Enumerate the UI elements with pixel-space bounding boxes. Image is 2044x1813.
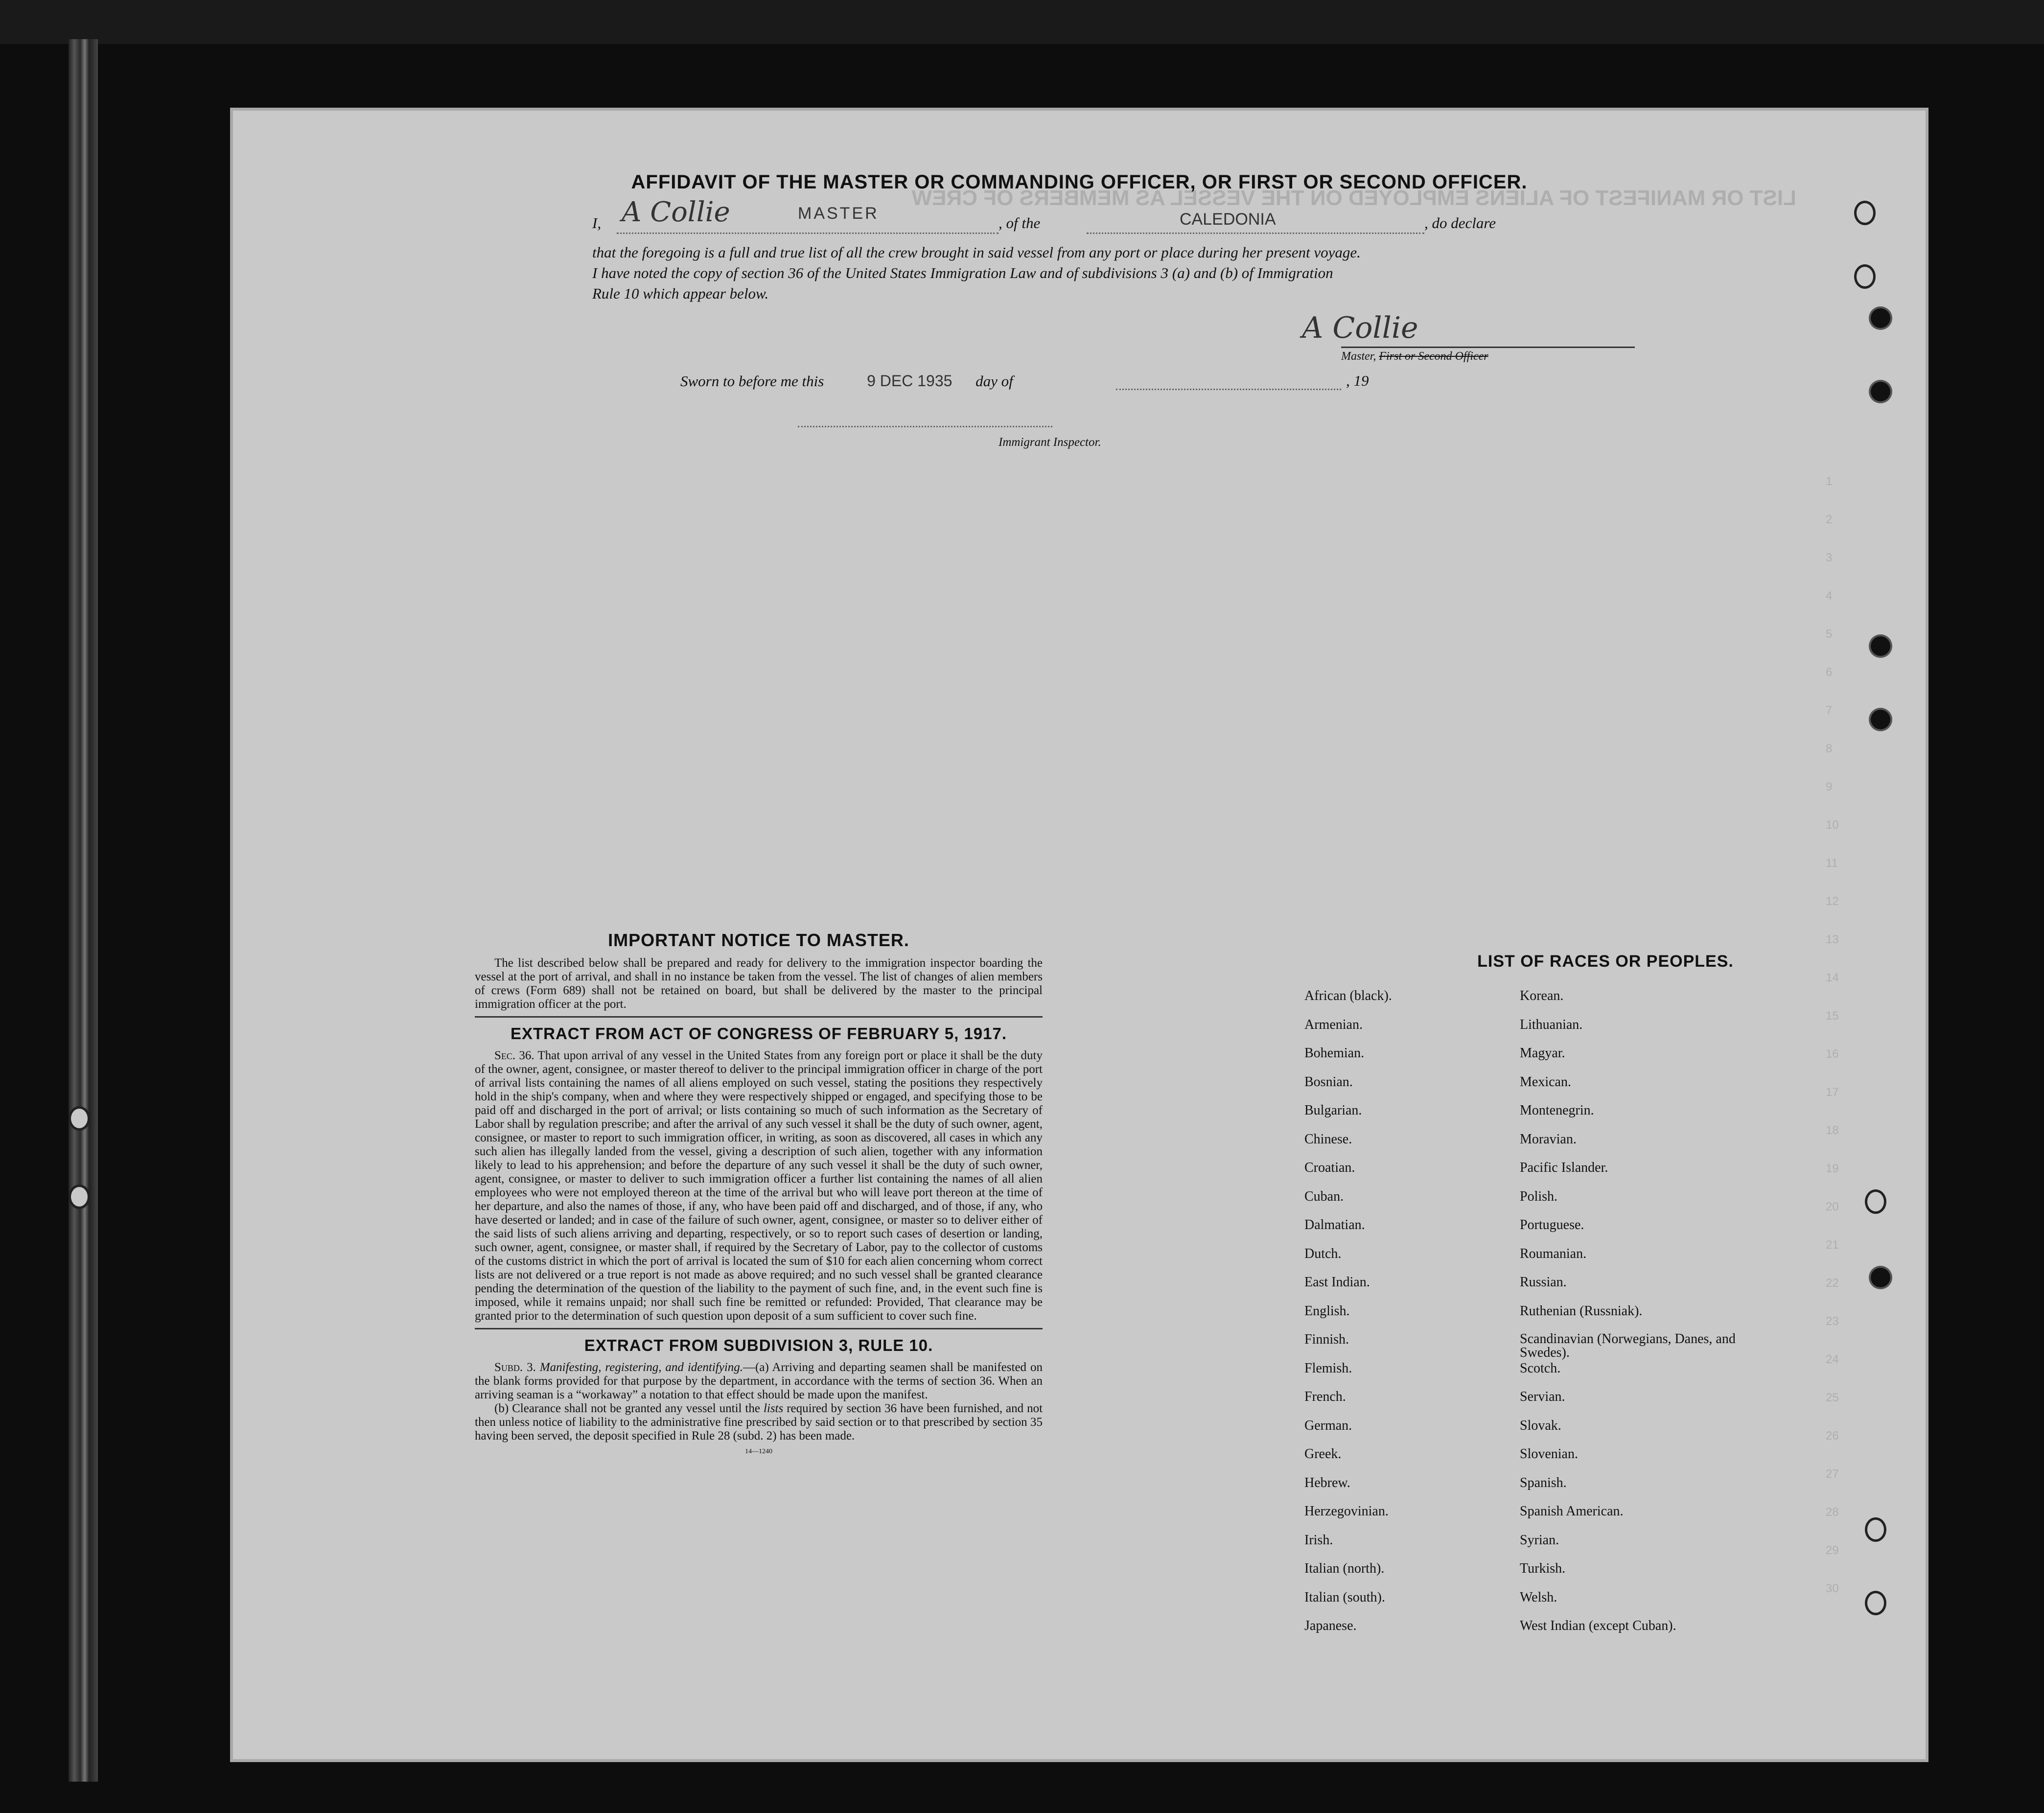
affidavit-i-label: I, <box>592 214 602 232</box>
of-the-label: , of the <box>999 214 1041 232</box>
bleed-through-row-number: 1 <box>1826 475 1833 488</box>
race-item: Cuban. <box>1304 1188 1344 1204</box>
race-item: Italian (south). <box>1304 1589 1385 1605</box>
races-right-column <box>1520 989 1745 1648</box>
sec-36-text: That upon arrival of any vessel in the United States from any foreign port or place it shall be the duty of the owner, agent, consignee, or master thereof to deliver to the principal immigration officer in charge of the port of arrival lists containing the names of all aliens employed on such vessel, stating the positions they respectively hold in the ship's company, when and where they were respectively shipped or engaged, and specifying those to be paid off and discharged in the port of arrival; or lists containing so much of such information as the Secretary of Labor shall by regulation prescribe; and after the arrival of any such vessel it shall be the duty of such owner, agent, consignee, or master to report to such immigration officer, in writing, as soon as discovered, all cases in which any such alien has illegally landed from the vessel, giving a description of such alien, together with any information likely to lead to his apprehension; and before the departure of any such vessel it shall be the duty of such owner, agent, consignee, or master to deliver to such immigration officer a further list containing the names of all alien employees who were not employed thereon at the time of the arrival but who will leave port thereon at the time of her departure, and also the names of those, if any, who have been paid off and discharged, and of those, if any, who have deserted or landed; and in case of the failure of such owner, agent, consignee, or master so to deliver either of the said lists of such aliens arriving and departing, respectively, or so to report such cases of desertion or landing, such owner, agent, consignee, or master shall, if required by the Secretary of Labor, pay to the collector of customs of the customs district in which the port of arrival is located the sum of $10 for each alien concerning whom correct lists are not delivered or a true report is not made as above required; and no such vessel shall be granted clearance pending the determination of the question of the liability to the payment of such fine, and, in the event such fine is imposed, while it remains unpaid; nor shall such fine be remitted or refunded: Provided, That clearance may be granted prior to the determination of such question upon deposit of a sum sufficient to cover such fine. <box>475 1049 1043 1323</box>
bleed-through-row-number: 21 <box>1826 1238 1839 1252</box>
race-item: Flemish. <box>1304 1360 1352 1376</box>
race-item: Croatian. <box>1304 1160 1355 1175</box>
race-item: African (black). <box>1304 988 1392 1003</box>
notice-heading: IMPORTANT NOTICE TO MASTER. <box>608 930 909 950</box>
race-item: Hebrew. <box>1304 1475 1350 1490</box>
race-item: Roumanian. <box>1520 1246 1587 1261</box>
vessel-name: CALEDONIA <box>1180 210 1276 229</box>
race-item: Greek. <box>1304 1446 1342 1462</box>
signature-caption <box>1341 347 1635 363</box>
race-item: Magyar. <box>1520 1046 1565 1061</box>
race-item: Herzegovinian. <box>1304 1504 1389 1519</box>
day-of-label: day of <box>976 372 1013 390</box>
bleed-through-row-number: 22 <box>1826 1277 1839 1290</box>
vessel-line <box>1087 232 1424 234</box>
subd-3-title: Manifesting, registering, and identifying. <box>539 1361 743 1374</box>
bleed-through-row-number: 27 <box>1826 1467 1839 1481</box>
bleed-through-row-number: 28 <box>1826 1506 1839 1519</box>
race-item: Montenegrin. <box>1520 1103 1594 1118</box>
race-item: Polish. <box>1520 1188 1558 1204</box>
inspector-label: Immigrant Inspector. <box>999 436 1101 449</box>
bleed-through-row-number: 9 <box>1826 780 1833 793</box>
race-item: Turkish. <box>1520 1561 1566 1576</box>
rule-para-b <box>475 1402 1043 1443</box>
races-left-column <box>1304 989 1530 1648</box>
extract-act-body <box>475 1049 1043 1323</box>
race-item: Bulgarian. <box>1304 1103 1362 1118</box>
sig-caption-struck: First or Second Officer <box>1379 350 1488 363</box>
affidavit-line-3: I have noted the copy of section 36 of the United States Immigration Law and of subdivisions 3 (a) and (b) of Immigration <box>592 264 1333 281</box>
race-item: Slovenian. <box>1520 1446 1578 1462</box>
race-item: Bohemian. <box>1304 1046 1365 1061</box>
rule-para-a <box>475 1361 1043 1402</box>
binding-hole <box>1865 1591 1886 1615</box>
scan-background-top <box>0 0 2044 44</box>
bleed-through-row-number: 7 <box>1826 704 1833 717</box>
binding-hole <box>1871 382 1890 401</box>
bleed-through-row-number: 26 <box>1826 1429 1839 1442</box>
bleed-through-row-number: 6 <box>1826 666 1833 679</box>
bleed-through-row-number: 5 <box>1826 628 1833 641</box>
bleed-through-row-number: 24 <box>1826 1353 1839 1366</box>
race-item: East Indian. <box>1304 1275 1370 1290</box>
sworn-line <box>680 372 1463 390</box>
race-item: Welsh. <box>1520 1589 1557 1605</box>
do-declare-label: , do declare <box>1424 214 1496 232</box>
section-divider <box>475 1016 1043 1018</box>
master-signature: A Collie <box>1302 311 1418 345</box>
extract-act-heading: EXTRACT FROM ACT OF CONGRESS OF FEBRUARY 5, 1917. <box>510 1024 1007 1043</box>
notice-column <box>475 930 1043 1456</box>
year-label: , 19 <box>1346 372 1369 389</box>
bleed-through-row-number: 14 <box>1826 971 1839 984</box>
affidavit-title: AFFIDAVIT OF THE MASTER OR COMMANDING OFFICER, OR FIRST OR SECOND OFFICER. <box>631 171 1528 193</box>
race-item: Syrian. <box>1520 1532 1559 1548</box>
bleed-through-row-number: 23 <box>1826 1315 1839 1328</box>
race-item: Finnish. <box>1304 1332 1349 1347</box>
race-item: Armenian. <box>1304 1017 1363 1032</box>
sec-36-lead: Sec. 36. <box>494 1049 534 1062</box>
bleed-through-row-number: 20 <box>1826 1200 1839 1213</box>
binding-hole <box>1854 264 1876 289</box>
bleed-through-row-number: 13 <box>1826 933 1839 946</box>
race-item: Scandinavian (Norwegians, Danes, and Swedes). <box>1520 1331 1736 1360</box>
binding-hole <box>1871 636 1890 656</box>
bleed-through-row-number: 30 <box>1826 1582 1839 1595</box>
subd-3-lead: Subd. 3. <box>494 1361 536 1374</box>
binding-hole <box>69 1185 90 1209</box>
bleed-through-row-number: 12 <box>1826 895 1839 908</box>
bleed-through-row-number: 29 <box>1826 1544 1839 1557</box>
bleed-through-heading: LIST OR MANIFEST OF ALIENS EMPLOYED ON THE VESSEL AS MEMBERS OF CREW <box>911 186 1796 210</box>
race-item: Pacific Islander. <box>1520 1160 1608 1175</box>
bleed-through-row-number: 10 <box>1826 818 1839 832</box>
sig-caption-master: Master, <box>1341 350 1376 363</box>
bleed-through-row-number: 3 <box>1826 551 1833 564</box>
race-item: Spanish American. <box>1520 1504 1624 1519</box>
para-b-start: (b) Clearance shall not be granted any vessel until the <box>494 1402 760 1415</box>
day-of-line <box>1116 389 1341 390</box>
race-item: Mexican. <box>1520 1074 1571 1090</box>
binding-hole <box>69 1106 90 1131</box>
binding-hole <box>1871 1268 1890 1287</box>
race-item: Portuguese. <box>1520 1217 1584 1232</box>
sworn-date-stamp: 9 DEC 1935 <box>867 372 952 390</box>
bleed-through-row-number: 2 <box>1826 513 1833 526</box>
para-b-italic: lists <box>763 1402 784 1415</box>
race-item: Chinese. <box>1304 1131 1352 1147</box>
extract-rule-heading: EXTRACT FROM SUBDIVISION 3, RULE 10. <box>584 1336 933 1354</box>
race-item: Lithuanian. <box>1520 1017 1583 1032</box>
race-item: Slovak. <box>1520 1418 1561 1433</box>
manifest-page <box>230 108 1928 1762</box>
binding-hole <box>1871 308 1890 328</box>
bleed-through-row-number: 17 <box>1826 1086 1839 1099</box>
race-item: Japanese. <box>1304 1618 1357 1633</box>
binding-hole <box>1871 710 1890 729</box>
signature-name: A Collie <box>622 196 730 228</box>
notice-body: The list described below shall be prepared and ready for delivery to the immigration inspector boarding the vessel at the port of arrival, and shall in no instance be taken from the vessel. The list of changes of alien members of crews (Form 689) shall not be retained on board, but shall be delivered by the master to the principal immigration officer at the port. <box>475 956 1043 1011</box>
inspector-line <box>798 426 1052 427</box>
form-number: 14—1240 <box>745 1448 772 1455</box>
binding-hole <box>1854 201 1876 225</box>
race-item: Dutch. <box>1304 1246 1342 1261</box>
race-item: Bosnian. <box>1304 1074 1353 1090</box>
para-b-end: required by section 36 have been furnished, and not then unless notice of liability to the administrative fine prescribed by said section or to that prescribed by section 35 having been served, the deposit specified in Rule 28 (subd. 2) has been made. <box>475 1402 1043 1442</box>
para-a-text: —(a) Arriving and departing seamen shall be manifested on the blank forms provided for that purpose by the department, in accordance with the terms of section 36. When an arriving seaman is a “workaway” a notation to that effect should be made upon the manifest. <box>475 1361 1043 1401</box>
affidavit-line-2: that the foregoing is a full and true list of all the crew brought in said vessel from any port or place during her present voyage. <box>592 244 1361 261</box>
bleed-through-row-number: 25 <box>1826 1391 1839 1404</box>
race-item: German. <box>1304 1418 1352 1433</box>
bleed-through-row-number: 15 <box>1826 1009 1839 1023</box>
bleed-through-row-number: 18 <box>1826 1124 1839 1137</box>
bleed-through-row-number: 11 <box>1826 857 1838 870</box>
bleed-through-row-number: 16 <box>1826 1047 1839 1061</box>
race-item: Dalmatian. <box>1304 1217 1365 1232</box>
signature-line <box>617 232 999 234</box>
bleed-through-row-number: 19 <box>1826 1162 1839 1175</box>
race-item: Spanish. <box>1520 1475 1567 1490</box>
race-item: English. <box>1304 1303 1350 1319</box>
race-item: Korean. <box>1520 988 1564 1003</box>
race-item: Scotch. <box>1520 1360 1561 1376</box>
binding-hole <box>1865 1189 1886 1214</box>
race-item: West Indian (except Cuban). <box>1520 1618 1676 1633</box>
race-item: French. <box>1304 1389 1346 1404</box>
binder-strip <box>69 39 98 1782</box>
races-heading: LIST OF RACES OR PEOPLES. <box>1477 952 1734 971</box>
race-item: Italian (north). <box>1304 1561 1385 1576</box>
race-item: Moravian. <box>1520 1131 1577 1147</box>
binding-hole <box>1865 1517 1886 1542</box>
race-item: Servian. <box>1520 1389 1565 1404</box>
bleed-through-row-number: 4 <box>1826 589 1833 603</box>
race-item: Russian. <box>1520 1275 1567 1290</box>
race-item: Ruthenian (Russniak). <box>1520 1303 1643 1319</box>
affidavit-line-4: Rule 10 which appear below. <box>592 285 769 302</box>
bleed-through-row-number: 8 <box>1826 742 1833 755</box>
rank-value: MASTER <box>798 204 879 223</box>
sworn-label: Sworn to before me this <box>680 372 824 390</box>
section-divider <box>475 1328 1043 1329</box>
race-item: Irish. <box>1304 1532 1333 1548</box>
